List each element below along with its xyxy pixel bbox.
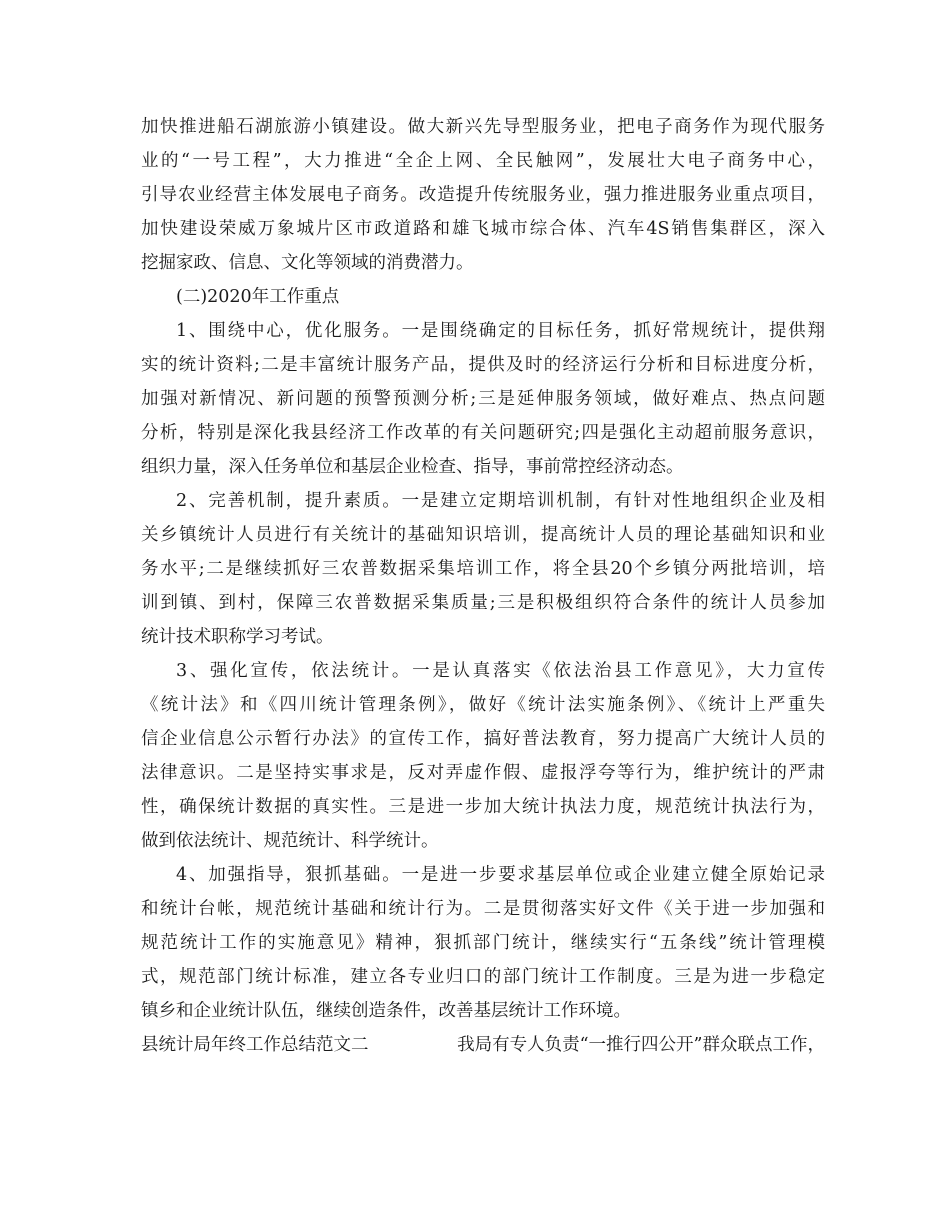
- text-line: 镇乡和企业统计队伍，继续创造条件，改善基层统计工作环境。: [141, 1001, 631, 1021]
- text-line: 式，规范部门统计标准，建立各专业归口的部门统计工作制度。三是为进一步稳定: [141, 967, 825, 987]
- text-line: 2、完善机制，提升素质。一是建立定期培训机制，有针对性地组织企业及相: [176, 491, 825, 511]
- text-line: 业的“一号工程”，大力推进“全企上网、全民触网”，发展壮大电子商务中心，: [141, 151, 825, 171]
- text-line: 规范统计工作的实施意见》精神，狠抓部门统计，继续实行“五条线”统计管理模: [141, 933, 825, 953]
- text-line: 关乡镇统计人员进行有关统计的基础知识培训，提高统计人员的理论基础知识和业: [141, 525, 825, 545]
- text-line: 1、围绕中心，优化服务。一是围绕确定的目标任务，抓好常规统计，提供翔: [176, 321, 825, 341]
- text-line: 做到依法统计、规范统计、科学统计。: [141, 831, 439, 851]
- text-line: 4、加强指导，狠抓基础。一是进一步要求基层单位或企业建立健全原始记录: [176, 865, 825, 885]
- text-line: 性，确保统计数据的真实性。三是进一步加大统计执法力度，规范统计执法行为，: [141, 797, 825, 817]
- text-line: 训到镇、到村，保障三农普数据采集质量;三是积极组织符合条件的统计人员参加: [141, 593, 825, 613]
- document-body: [141, 110, 825, 1062]
- text-line: 《统计法》和《四川统计管理条例》，做好《统计法实施条例》、《统计上严重失: [141, 695, 825, 715]
- section-heading: (二)2020年工作重点: [176, 287, 340, 307]
- text-line: 信企业信息公示暂行办法》的宣传工作，搞好普法教育，努力提高广大统计人员的: [141, 729, 825, 749]
- next-article-title: 县统计局年终工作总结范文二: [141, 1035, 369, 1055]
- text-line: 组织力量，深入任务单位和基层企业检查、指导，事前常控经济动态。: [141, 457, 684, 477]
- text-line: 3、强化宣传，依法统计。一是认真落实《依法治县工作意见》，大力宣传: [176, 661, 825, 681]
- text-line: 加快建设荣威万象城片区市政道路和雄飞城市综合体、汽车4S销售集群区，深入: [141, 219, 825, 239]
- text-line: 法律意识。二是坚持实事求是，反对弄虚作假、虚报浮夸等行为，维护统计的严肃: [141, 763, 825, 783]
- next-article-opening: 我局有专人负责“一推行四公开”群众联点工作，: [457, 1035, 825, 1055]
- text-line: 加快推进船石湖旅游小镇建设。做大新兴先导型服务业，把电子商务作为现代服务: [141, 117, 825, 137]
- footer-line: [141, 1028, 825, 1062]
- text-line: 务水平;二是继续抓好三农普数据采集培训工作，将全县20个乡镇分两批培训，培: [141, 559, 825, 579]
- text-line: 加强对新情况、新问题的预警预测分析;三是延伸服务领域，做好难点、热点问题: [141, 389, 825, 409]
- text-line: 挖掘家政、信息、文化等领域的消费潜力。: [141, 253, 474, 273]
- text-line: 和统计台帐，规范统计基础和统计行为。二是贯彻落实好文件《关于进一步加强和: [141, 899, 825, 919]
- text-line: 引导农业经营主体发展电子商务。改造提升传统服务业，强力推进服务业重点项目，: [141, 185, 825, 205]
- text-line: 分析，特别是深化我县经济工作改革的有关问题研究;四是强化主动超前服务意识，: [141, 423, 825, 443]
- text-line: 实的统计资料;二是丰富统计服务产品，提供及时的经济运行分析和目标进度分析，: [141, 355, 825, 375]
- text-line: 统计技术职称学习考试。: [141, 627, 334, 647]
